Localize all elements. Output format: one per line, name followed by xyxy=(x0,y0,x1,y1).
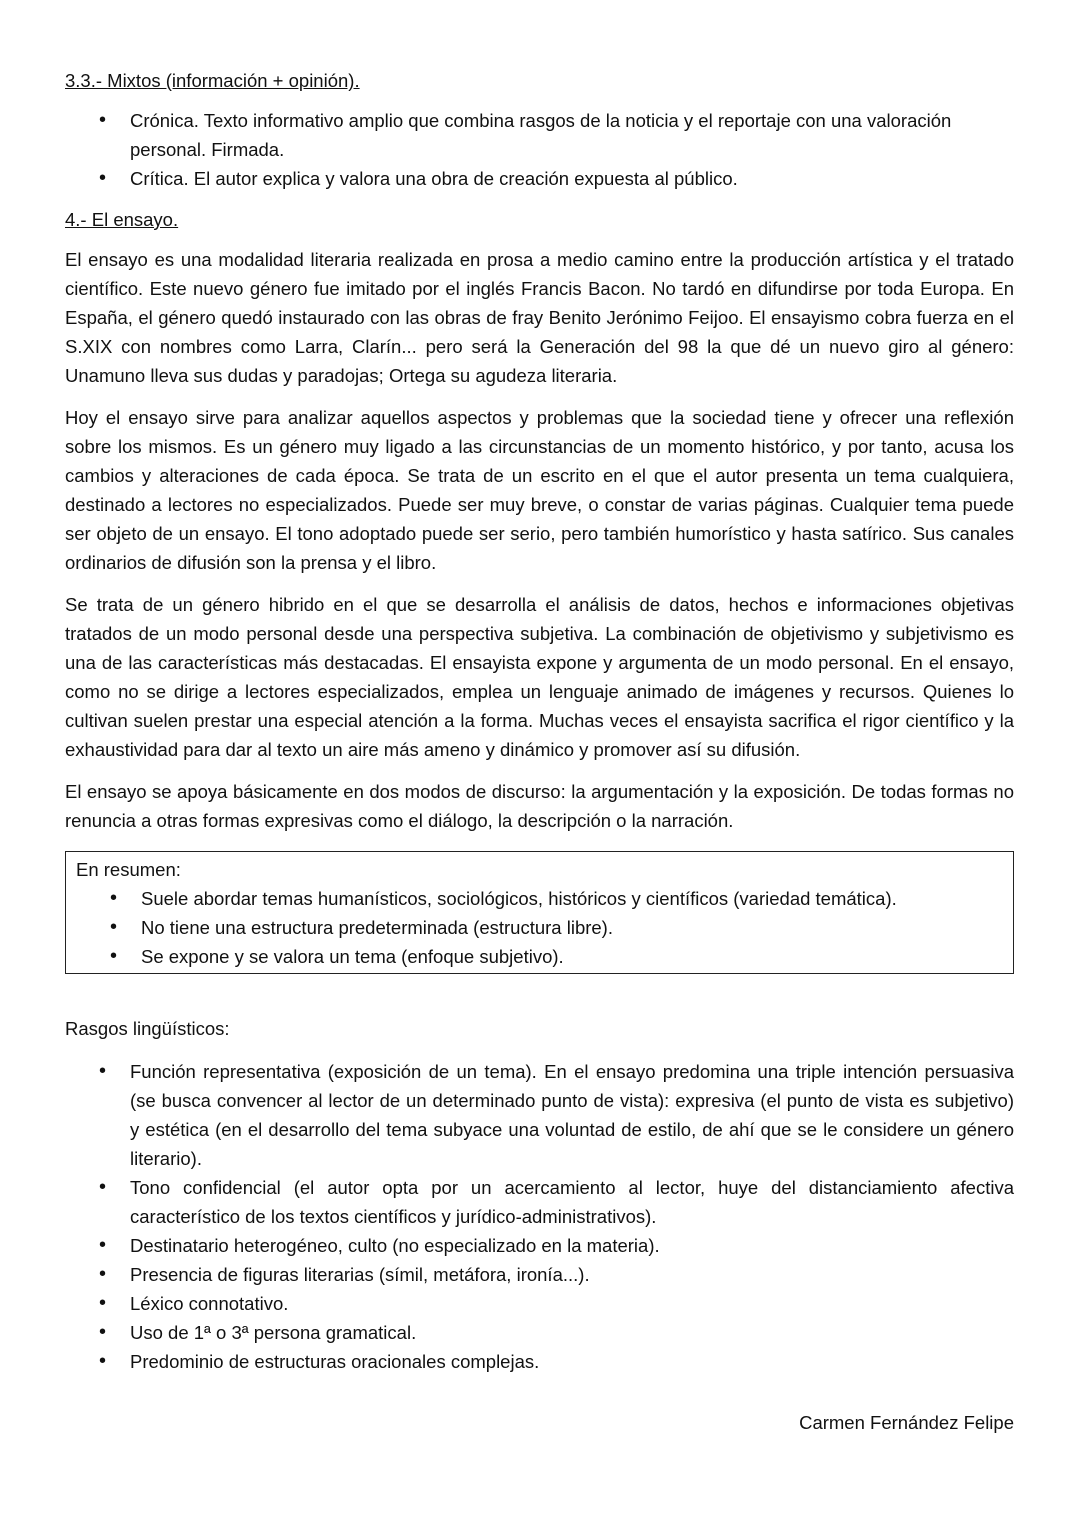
list-item: • Se expone y se valora un tema (enfoque subjetivo). xyxy=(76,942,1003,971)
paragraph: Se trata de un género hibrido en el que se desarrolla el análisis de datos, hechos e informaciones objetivas tratados de un modo personal desde una perspectiva subjetiva. La combinación de objetivismo y subjetivismo es una de las características más destacadas. El ensayista expone y argumenta de un modo personal. En el ensayo, como no se dirige a lectores especializados, emplea un lenguaje animado de imágenes y recursos. Quienes lo cultivan suelen prestar una especial atención a la forma. Muchas veces el ensayista sacrifica el rigor científico y la exhaustividad para dar al texto un aire más ameno y dinámico y promover así su difusión. xyxy=(65,594,1014,760)
document-page xyxy=(65,66,1014,1388)
section-3-3-list xyxy=(65,106,1014,193)
rasgos-list xyxy=(65,1057,1014,1376)
list-item: • Suele abordar temas humanísticos, sociológicos, históricos y científicos (variedad temática). xyxy=(76,884,1003,913)
list-item: • Destinatario heterogéneo, culto (no especializado en la materia). xyxy=(65,1231,1014,1260)
section-4-heading: 4.- El ensayo. xyxy=(65,209,179,230)
list-item: • No tiene una estructura predeterminada (estructura libre). xyxy=(76,913,1003,942)
list-item: • Función representativa (exposición de un tema). En el ensayo predomina una triple intención persuasiva (se busca convencer al lector de un determinado punto de vista): expresiva (el punto de vista es subjetivo) y estética (en el desarrollo del tema subyace una voluntad de estilo, de ahí que se le considere un género literario). xyxy=(65,1057,1014,1173)
list-item: • Léxico connotativo. xyxy=(65,1289,1014,1318)
list-item: • Crítica. El autor explica y valora una obra de creación expuesta al público. xyxy=(65,164,1014,193)
footer-author: Carmen Fernández Felipe xyxy=(799,1412,1014,1433)
paragraph: El ensayo se apoya básicamente en dos modos de discurso: la argumentación y la exposición. De todas formas no renuncia a otras formas expresivas como el diálogo, la descripción o la narración. xyxy=(65,781,1014,831)
list-item: • Uso de 1ª o 3ª persona gramatical. xyxy=(65,1318,1014,1347)
section-3-3-heading: 3.3.- Mixtos (información + opinión). xyxy=(65,70,360,91)
list-item: • Tono confidencial (el autor opta por un acercamiento al lector, huye del distanciamiento afectiva característico de los textos científicos y jurídico-administrativos). xyxy=(65,1173,1014,1231)
paragraph: Hoy el ensayo sirve para analizar aquellos aspectos y problemas que la sociedad tiene y ofrecer una reflexión sobre los mismos. Es un género muy ligado a las circunstancias de un momento histórico, y por tanto, acusa los cambios y alteraciones de cada época. Se trata de un escrito en el que el autor presenta un tema cualquiera, destinado a lectores no especializados. Puede ser muy breve, o constar de varias páginas. Cualquier tema puede ser objeto de un ensayo. El tono adoptado puede ser serio, pero también humorístico y hasta satírico. Sus canales ordinarios de difusión son la prensa y el libro. xyxy=(65,407,1014,573)
summary-list xyxy=(76,884,1003,971)
paragraph: El ensayo es una modalidad literaria realizada en prosa a medio camino entre la producción artística y el tratado científico. Este nuevo género fue imitado por el inglés Francis Bacon. No tardó en difundirse por toda Europa. En España, el género quedó instaurado con las obras de fray Benito Jerónimo Feijoo. El ensayismo cobra fuerza en el S.XIX con nombres como Larra, Clarín... pero será la Generación del 98 la que dé un nuevo giro al género: Unamuno lleva sus dudas y paradojas; Ortega su agudeza literaria. xyxy=(65,249,1014,386)
summary-title: En resumen: xyxy=(76,859,181,880)
list-item: • Presencia de figuras literarias (símil, metáfora, ironía...). xyxy=(65,1260,1014,1289)
rasgos-title: Rasgos lingüísticos: xyxy=(65,1018,230,1039)
list-item: • Crónica. Texto informativo amplio que combina rasgos de la noticia y el reportaje con una valoración personal. Firmada. xyxy=(65,106,1014,164)
list-item: • Predominio de estructuras oracionales complejas. xyxy=(65,1347,1014,1376)
summary-box xyxy=(65,851,1014,974)
